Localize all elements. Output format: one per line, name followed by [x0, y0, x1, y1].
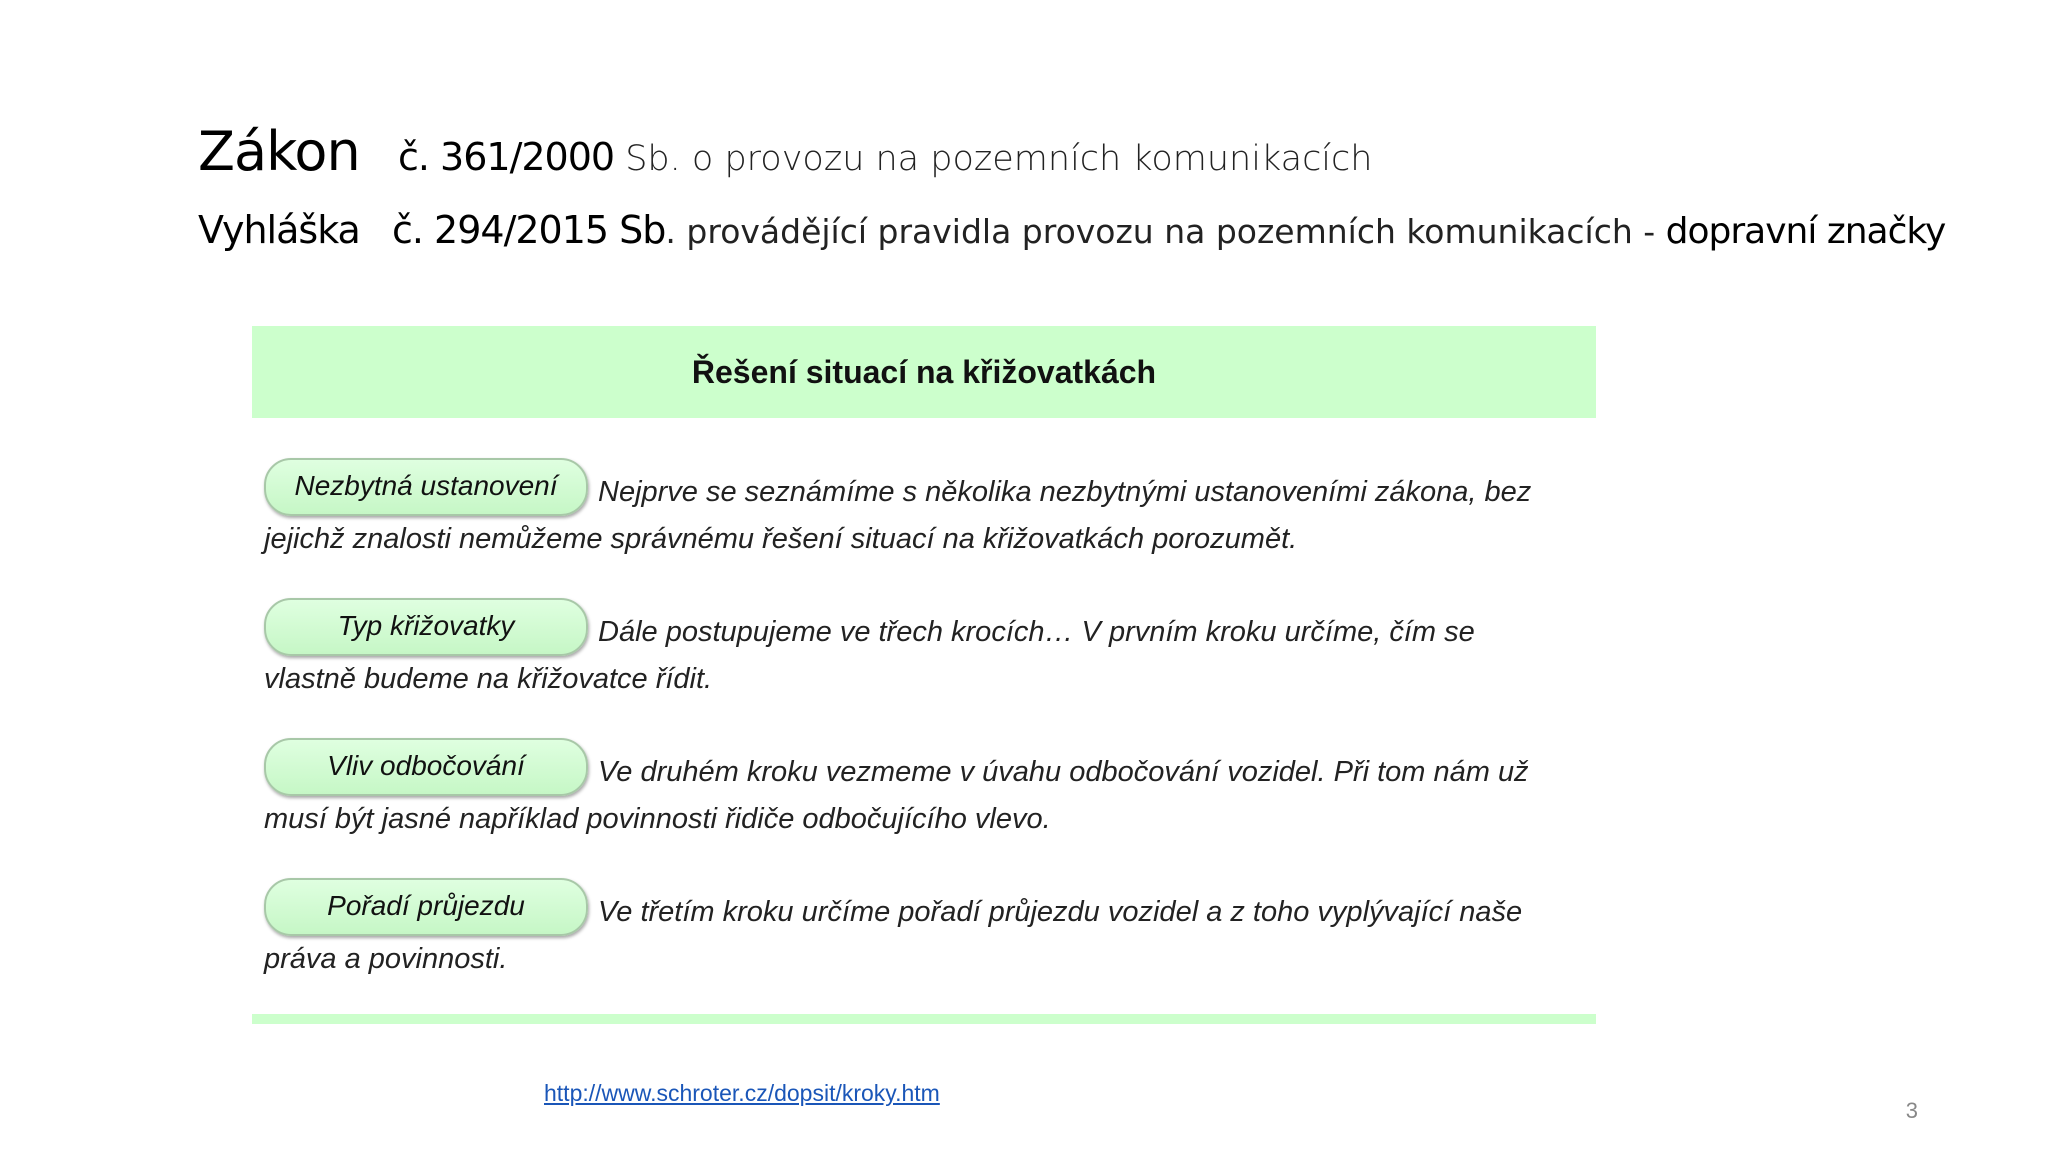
page-number: 3	[1905, 1098, 1918, 1123]
step-text: Ve druhém kroku vezmeme v úvahu odbočování vozidel. Při tom nám už musí být jasné například povinnosti řidiče odbočujícího vlevo.	[264, 756, 1529, 835]
step-button-typ-krizovatky[interactable]: Typ křižovatky	[264, 598, 588, 656]
step-text: Dále postupujeme ve třech krocích… V prvním kroku určíme, čím se vlastně budeme na křižovatce řídit.	[264, 616, 1475, 695]
decree-word: Vyhláška	[198, 208, 360, 252]
law-number: č. 361/2000	[398, 135, 615, 179]
source-link[interactable]: http://www.schroter.cz/dopsit/kroky.htm	[544, 1080, 940, 1106]
step-item	[264, 884, 1574, 976]
law-line	[198, 120, 1372, 183]
step-button-vliv-odbocovani[interactable]: Vliv odbočování	[264, 738, 588, 796]
step-text: Ve třetím kroku určíme pořadí průjezdu vozidel a z toho vyplývající naše práva a povinnosti.	[264, 896, 1523, 975]
step-item	[264, 744, 1574, 836]
panel-header	[252, 326, 1596, 418]
decree-topic: dopravní značky	[1665, 211, 1946, 252]
step-text: Nejprve se seznámíme s několika nezbytnými ustanoveními zákona, bez jejichž znalosti nemůžeme správnému řešení situací na křižovatkách porozumět.	[264, 476, 1532, 555]
decree-line	[198, 208, 1945, 252]
screenshot-panel	[252, 326, 1596, 1024]
decree-subject: . provádějící pravidla provozu na pozemních komunikacích -	[665, 212, 1666, 251]
decree-number: č. 294/2015 Sb	[392, 208, 666, 252]
panel-footer-bar	[252, 1014, 1596, 1024]
law-subject: Sb. o provozu na pozemních komunikacích	[614, 139, 1373, 179]
panel-title: Řešení situací na křižovatkách	[691, 353, 1157, 390]
step-button-nezbytna-ustanoveni[interactable]: Nezbytná ustanovení	[264, 458, 588, 516]
step-item	[264, 604, 1574, 696]
step-button-poradi-prujezdu[interactable]: Pořadí průjezdu	[264, 878, 588, 936]
law-word: Zákon	[198, 120, 360, 183]
step-item	[264, 464, 1574, 556]
